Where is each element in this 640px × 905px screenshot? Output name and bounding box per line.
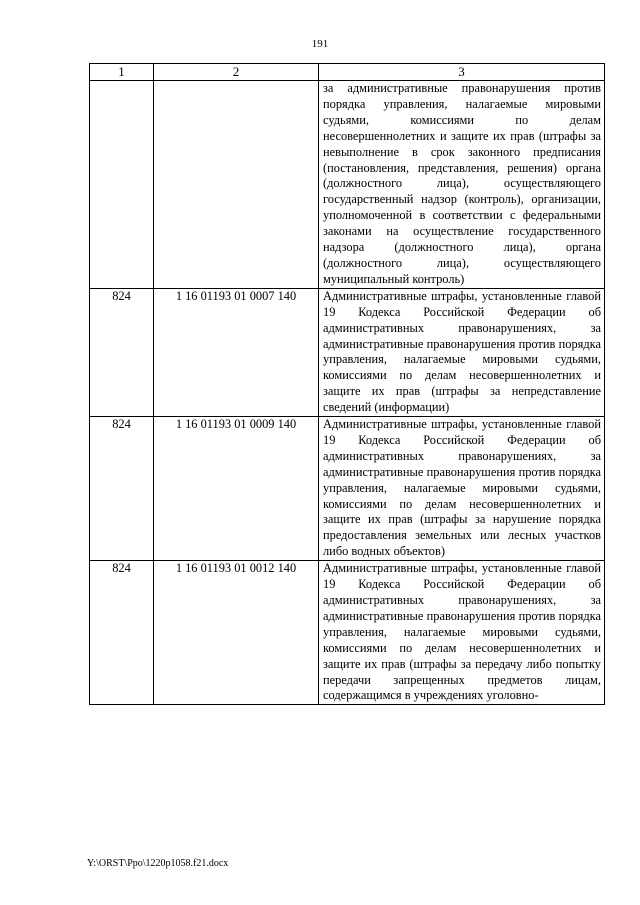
fines-table bbox=[89, 63, 605, 705]
table-row bbox=[90, 81, 605, 289]
revenue-code-cell: 1 16 01193 01 0012 140 bbox=[154, 561, 319, 705]
description-cell: Административные штрафы, установленные главой 19 Кодекса Российской Федерации об административных правонарушениях, за административные правонарушения против порядка управления, налагаемые мировыми судьями, комиссиями по делам несовершеннолетних и защите их прав (штрафы за непредставление сведений (информации) bbox=[319, 288, 605, 416]
header-cell-2: 2 bbox=[154, 64, 319, 81]
revenue-code-cell: 1 16 01193 01 0007 140 bbox=[154, 288, 319, 416]
admin-code-cell: 824 bbox=[90, 561, 154, 705]
table-row bbox=[90, 561, 605, 705]
table-header-row bbox=[90, 64, 605, 81]
table-row bbox=[90, 288, 605, 416]
revenue-code-cell: 1 16 01193 01 0009 140 bbox=[154, 417, 319, 561]
description-cell: Административные штрафы, установленные главой 19 Кодекса Российской Федерации об административных правонарушениях, за административные правонарушения против порядка управления, налагаемые мировыми судьями, комиссиями по делам несовершеннолетних и защите их прав (штрафы за нарушение порядка предоставления земельных или лесных участков либо водных объектов) bbox=[319, 417, 605, 561]
page-number: 191 bbox=[311, 38, 329, 50]
admin-code-cell: 824 bbox=[90, 417, 154, 561]
header-cell-3: 3 bbox=[319, 64, 605, 81]
footer-file-path: Y:\ORST\Ppo\1220p1058.f21.docx bbox=[87, 858, 229, 869]
admin-code-cell: 824 bbox=[90, 288, 154, 416]
description-cell: Административные штрафы, установленные главой 19 Кодекса Российской Федерации об административных правонарушениях, за административные правонарушения против порядка управления, налагаемые мировыми судьями, комиссиями по делам несовершеннолетних и защите их прав (штрафы за передачу либо попытку передачи запрещенных предметов лицам, содержащимся в учреждениях уголовно- bbox=[319, 561, 605, 705]
header-cell-1: 1 bbox=[90, 64, 154, 81]
admin-code-cell bbox=[90, 81, 154, 289]
description-cell: за административные правонарушения против порядка управления, налагаемые мировыми судьями, комиссиями по делам несовершеннолетних и защите их прав (штрафы за невыполнение в срок законного предписания (постановления, представления, решения) органа (должностного лица), осуществляющего государственный надзор (контроль), организации, уполномоченной в соответствии с федеральными законами на осуществление государственного надзора (должностного лица), органа (должностного лица), осуществляющего муниципальный контроль) bbox=[319, 81, 605, 289]
revenue-code-cell bbox=[154, 81, 319, 289]
table-row bbox=[90, 417, 605, 561]
